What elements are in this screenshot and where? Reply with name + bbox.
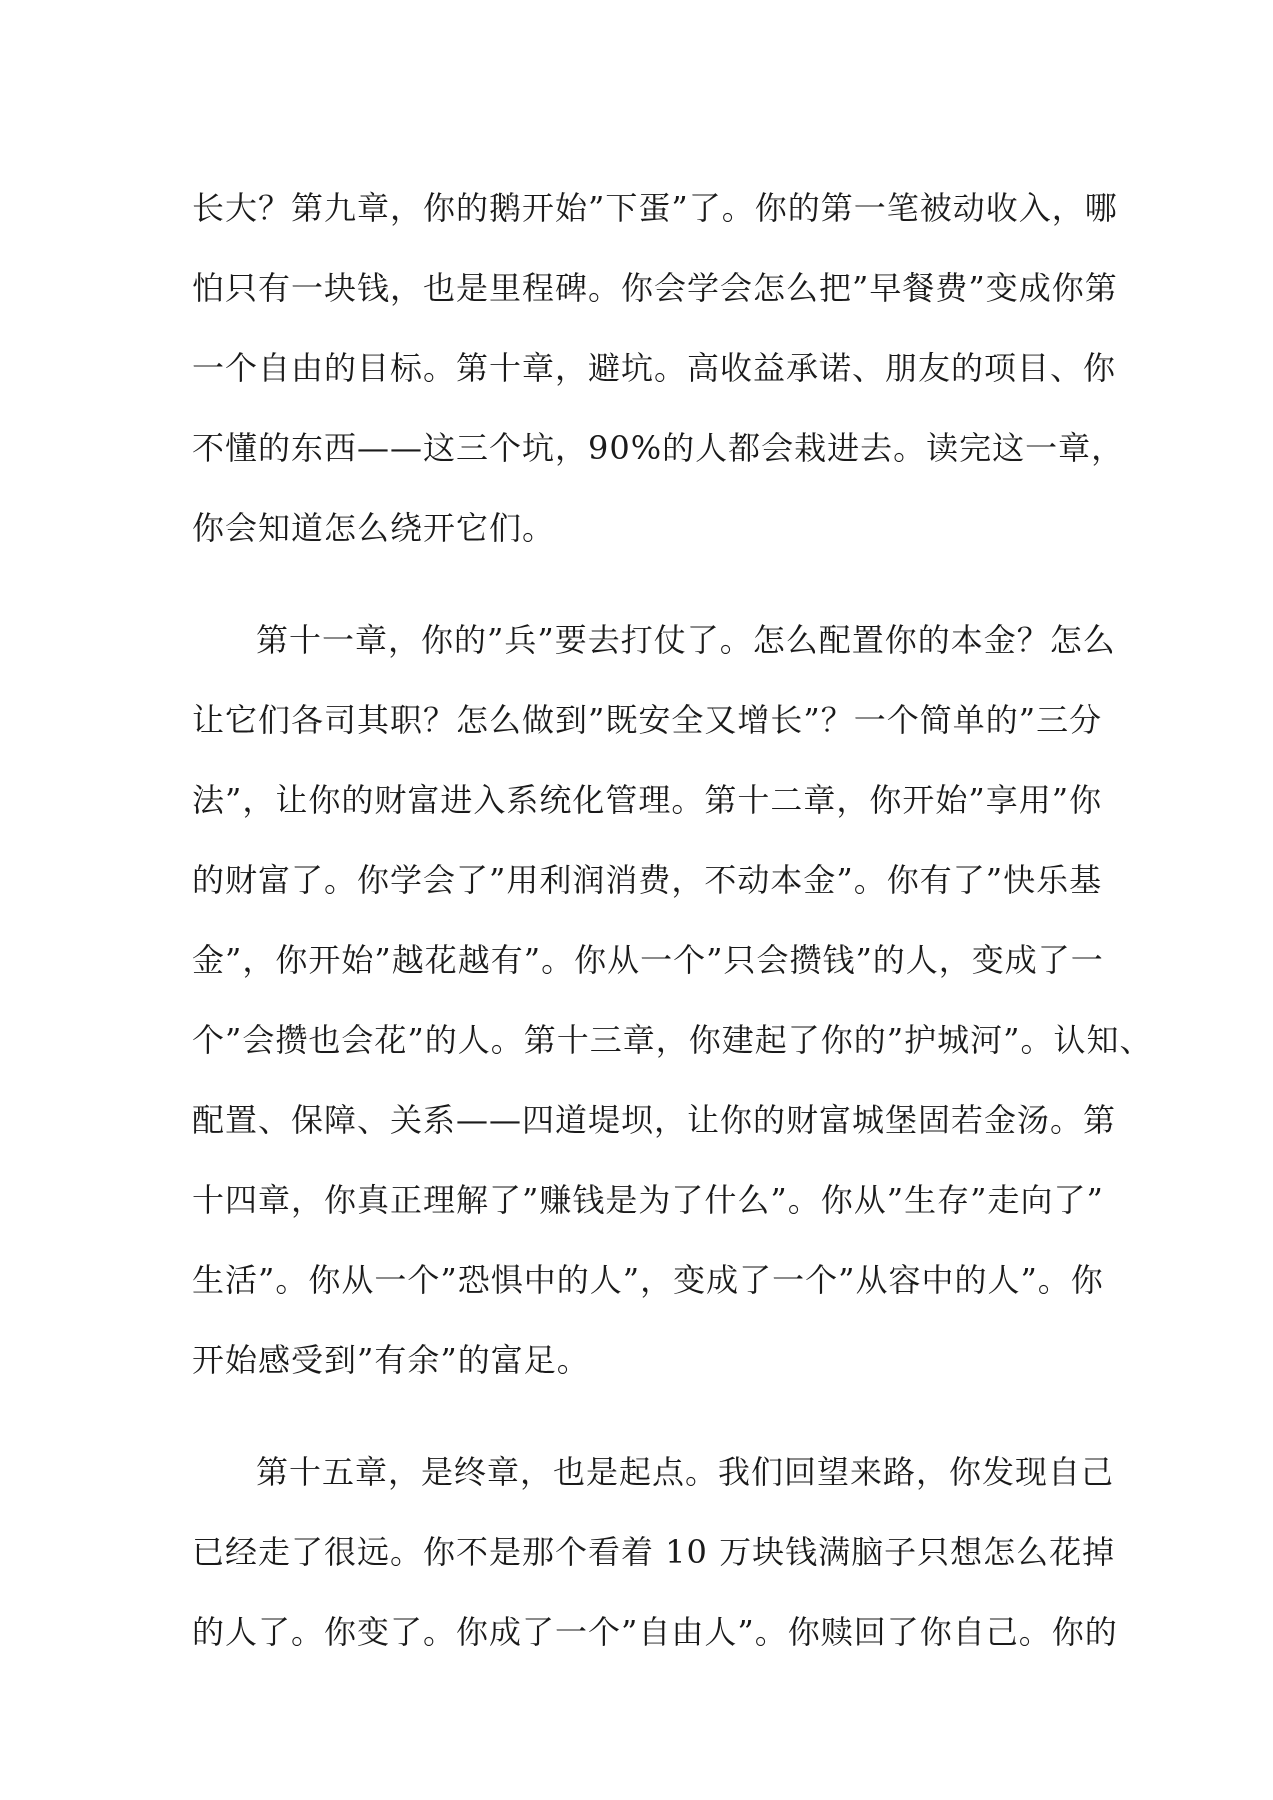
paragraph-2-line-10: 开始感受到”有余”的富足。 xyxy=(192,1341,590,1379)
paragraph-gap xyxy=(192,568,1082,600)
paragraph-2-line-7: 配置、保障、关系——四道堤坝，让你的财富城堡固若金汤。第 xyxy=(192,1101,1117,1139)
paragraph-2-line-2: 让它们各司其职？怎么做到”既安全又增长”？一个简单的”三分 xyxy=(192,701,1103,739)
paragraph-gap xyxy=(192,1400,1082,1432)
paragraph-2-line-1: 第十一章，你的”兵”要去打仗了。怎么配置你的本金？怎么 xyxy=(256,621,1116,659)
paragraph-3-line-1: 第十五章，是终章，也是起点。我们回望来路，你发现自己 xyxy=(256,1453,1115,1491)
paragraph-2-line-6: 个”会攒也会花”的人。第十三章，你建起了你的”护城河”。认知、 xyxy=(192,1021,1153,1059)
paragraph-2-line-3: 法”，让你的财富进入系统化管理。第十二章，你开始”享用”你 xyxy=(192,781,1103,819)
paragraph-2-line-8: 十四章，你真正理解了”赚钱是为了什么”。你从”生存”走向了” xyxy=(192,1181,1104,1219)
paragraph-1-line-2: 怕只有一块钱，也是里程碑。你会学会怎么把”早餐费”变成你第 xyxy=(192,269,1118,307)
paragraph-1-line-5: 你会知道怎么绕开它们。 xyxy=(192,509,556,547)
paragraph-2-line-5: 金”，你开始”越花越有”。你从一个”只会攒钱”的人，变成了一 xyxy=(192,941,1104,979)
paragraph-3-line-3: 的人了。你变了。你成了一个”自由人”。你赎回了你自己。你的 xyxy=(192,1613,1118,1651)
paragraph-1-line-4: 不懂的东西——这三个坑，90%的人都会栽进去。读完这一章， xyxy=(192,429,1125,467)
paragraph-2-line-9: 生活”。你从一个”恐惧中的人”，变成了一个”从容中的人”。你 xyxy=(192,1261,1104,1299)
paragraph-1-line-1: 长大？第九章，你的鹅开始”下蛋”了。你的第一笔被动收入，哪 xyxy=(192,189,1118,227)
paragraph-2-line-4: 的财富了。你学会了”用利润消费，不动本金”。你有了”快乐基 xyxy=(192,861,1103,899)
body-text xyxy=(192,168,1153,1672)
paragraph-3-line-2: 已经走了很远。你不是那个看着 10 万块钱满脑子只想怎么花掉 xyxy=(192,1533,1116,1571)
paragraph-1-line-3: 一个自由的目标。第十章，避坑。高收益承诺、朋友的项目、你 xyxy=(192,349,1117,387)
